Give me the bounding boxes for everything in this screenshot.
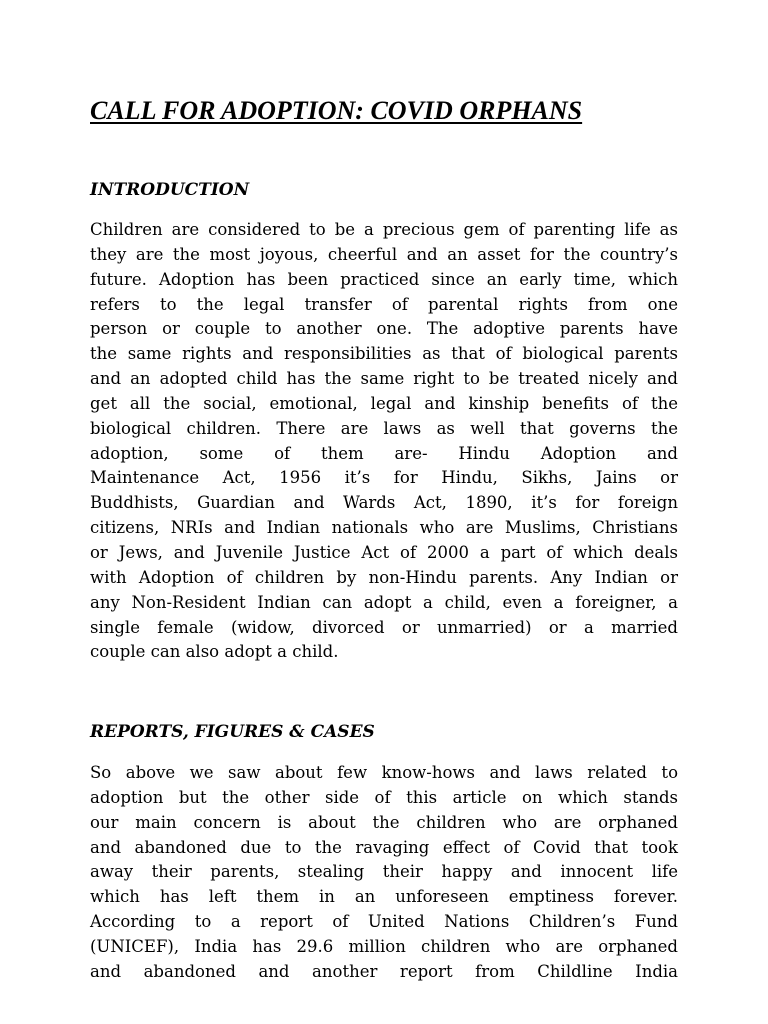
paragraph-line: refers to the legal transfer of parental rights from one <box>90 294 678 314</box>
introduction-paragraph <box>90 218 678 665</box>
paragraph-line: any Non-Resident Indian can adopt a child, even a foreigner, a <box>90 592 678 612</box>
reports-paragraph <box>90 761 678 985</box>
paragraph-line: our main concern is about the children who are orphaned <box>90 812 678 832</box>
paragraph-line: citizens, NRIs and Indian nationals who are Muslims, Christians <box>90 518 678 538</box>
paragraph-line: Buddhists, Guardian and Wards Act, 1890, it’s for foreign <box>90 493 678 513</box>
paragraph-line: and an adopted child has the same right to be treated nicely and <box>90 369 678 389</box>
paragraph-line: single female (widow, divorced or unmarried) or a married <box>90 617 678 637</box>
paragraph-line: So above we saw about few know-hows and laws related to <box>90 763 678 782</box>
paragraph-line: future. Adoption has been practiced since an early time, which <box>90 269 678 289</box>
paragraph-line: get all the social, emotional, legal and kinship benefits of the <box>90 393 678 413</box>
paragraph-line: adoption but the other side of this article on which stands <box>90 787 678 807</box>
section-heading-introduction: INTRODUCTION <box>90 180 250 200</box>
paragraph-line: with Adoption of children by non-Hindu parents. Any Indian or <box>90 567 678 587</box>
paragraph-line: couple can also adopt a child. <box>90 642 339 662</box>
paragraph-line: biological children. There are laws as well that governs the <box>90 418 678 438</box>
paragraph-line: adoption, some of them are- Hindu Adoption and <box>90 443 678 463</box>
paragraph-line: the same rights and responsibilities as that of biological parents <box>90 344 678 364</box>
paragraph-line: According to a report of United Nations Children’s Fund <box>90 912 678 932</box>
paragraph-line: (UNICEF), India has 29.6 million children who are orphaned <box>90 936 678 956</box>
paragraph-line: person or couple to another one. The adoptive parents have <box>90 319 678 339</box>
paragraph-line: away their parents, stealing their happy and innocent life <box>90 862 678 882</box>
paragraph-line: or Jews, and Juvenile Justice Act of 2000 a part of which deals <box>90 542 678 562</box>
paragraph-line: and abandoned due to the ravaging effect of Covid that took <box>90 837 678 857</box>
paragraph-line: Maintenance Act, 1956 it’s for Hindu, Sikhs, Jains or <box>90 468 678 488</box>
paragraph-line: Children are considered to be a precious gem of parenting life as <box>90 220 678 239</box>
paragraph-line: they are the most joyous, cheerful and an asset for the country’s <box>90 244 678 264</box>
paragraph-line: and abandoned and another report from Childline India <box>90 961 678 981</box>
section-heading-reports: REPORTS, FIGURES & CASES <box>90 722 375 742</box>
document-title: CALL FOR ADOPTION: COVID ORPHANS <box>90 96 583 125</box>
paragraph-line: which has left them in an unforeseen emptiness forever. <box>90 887 678 907</box>
